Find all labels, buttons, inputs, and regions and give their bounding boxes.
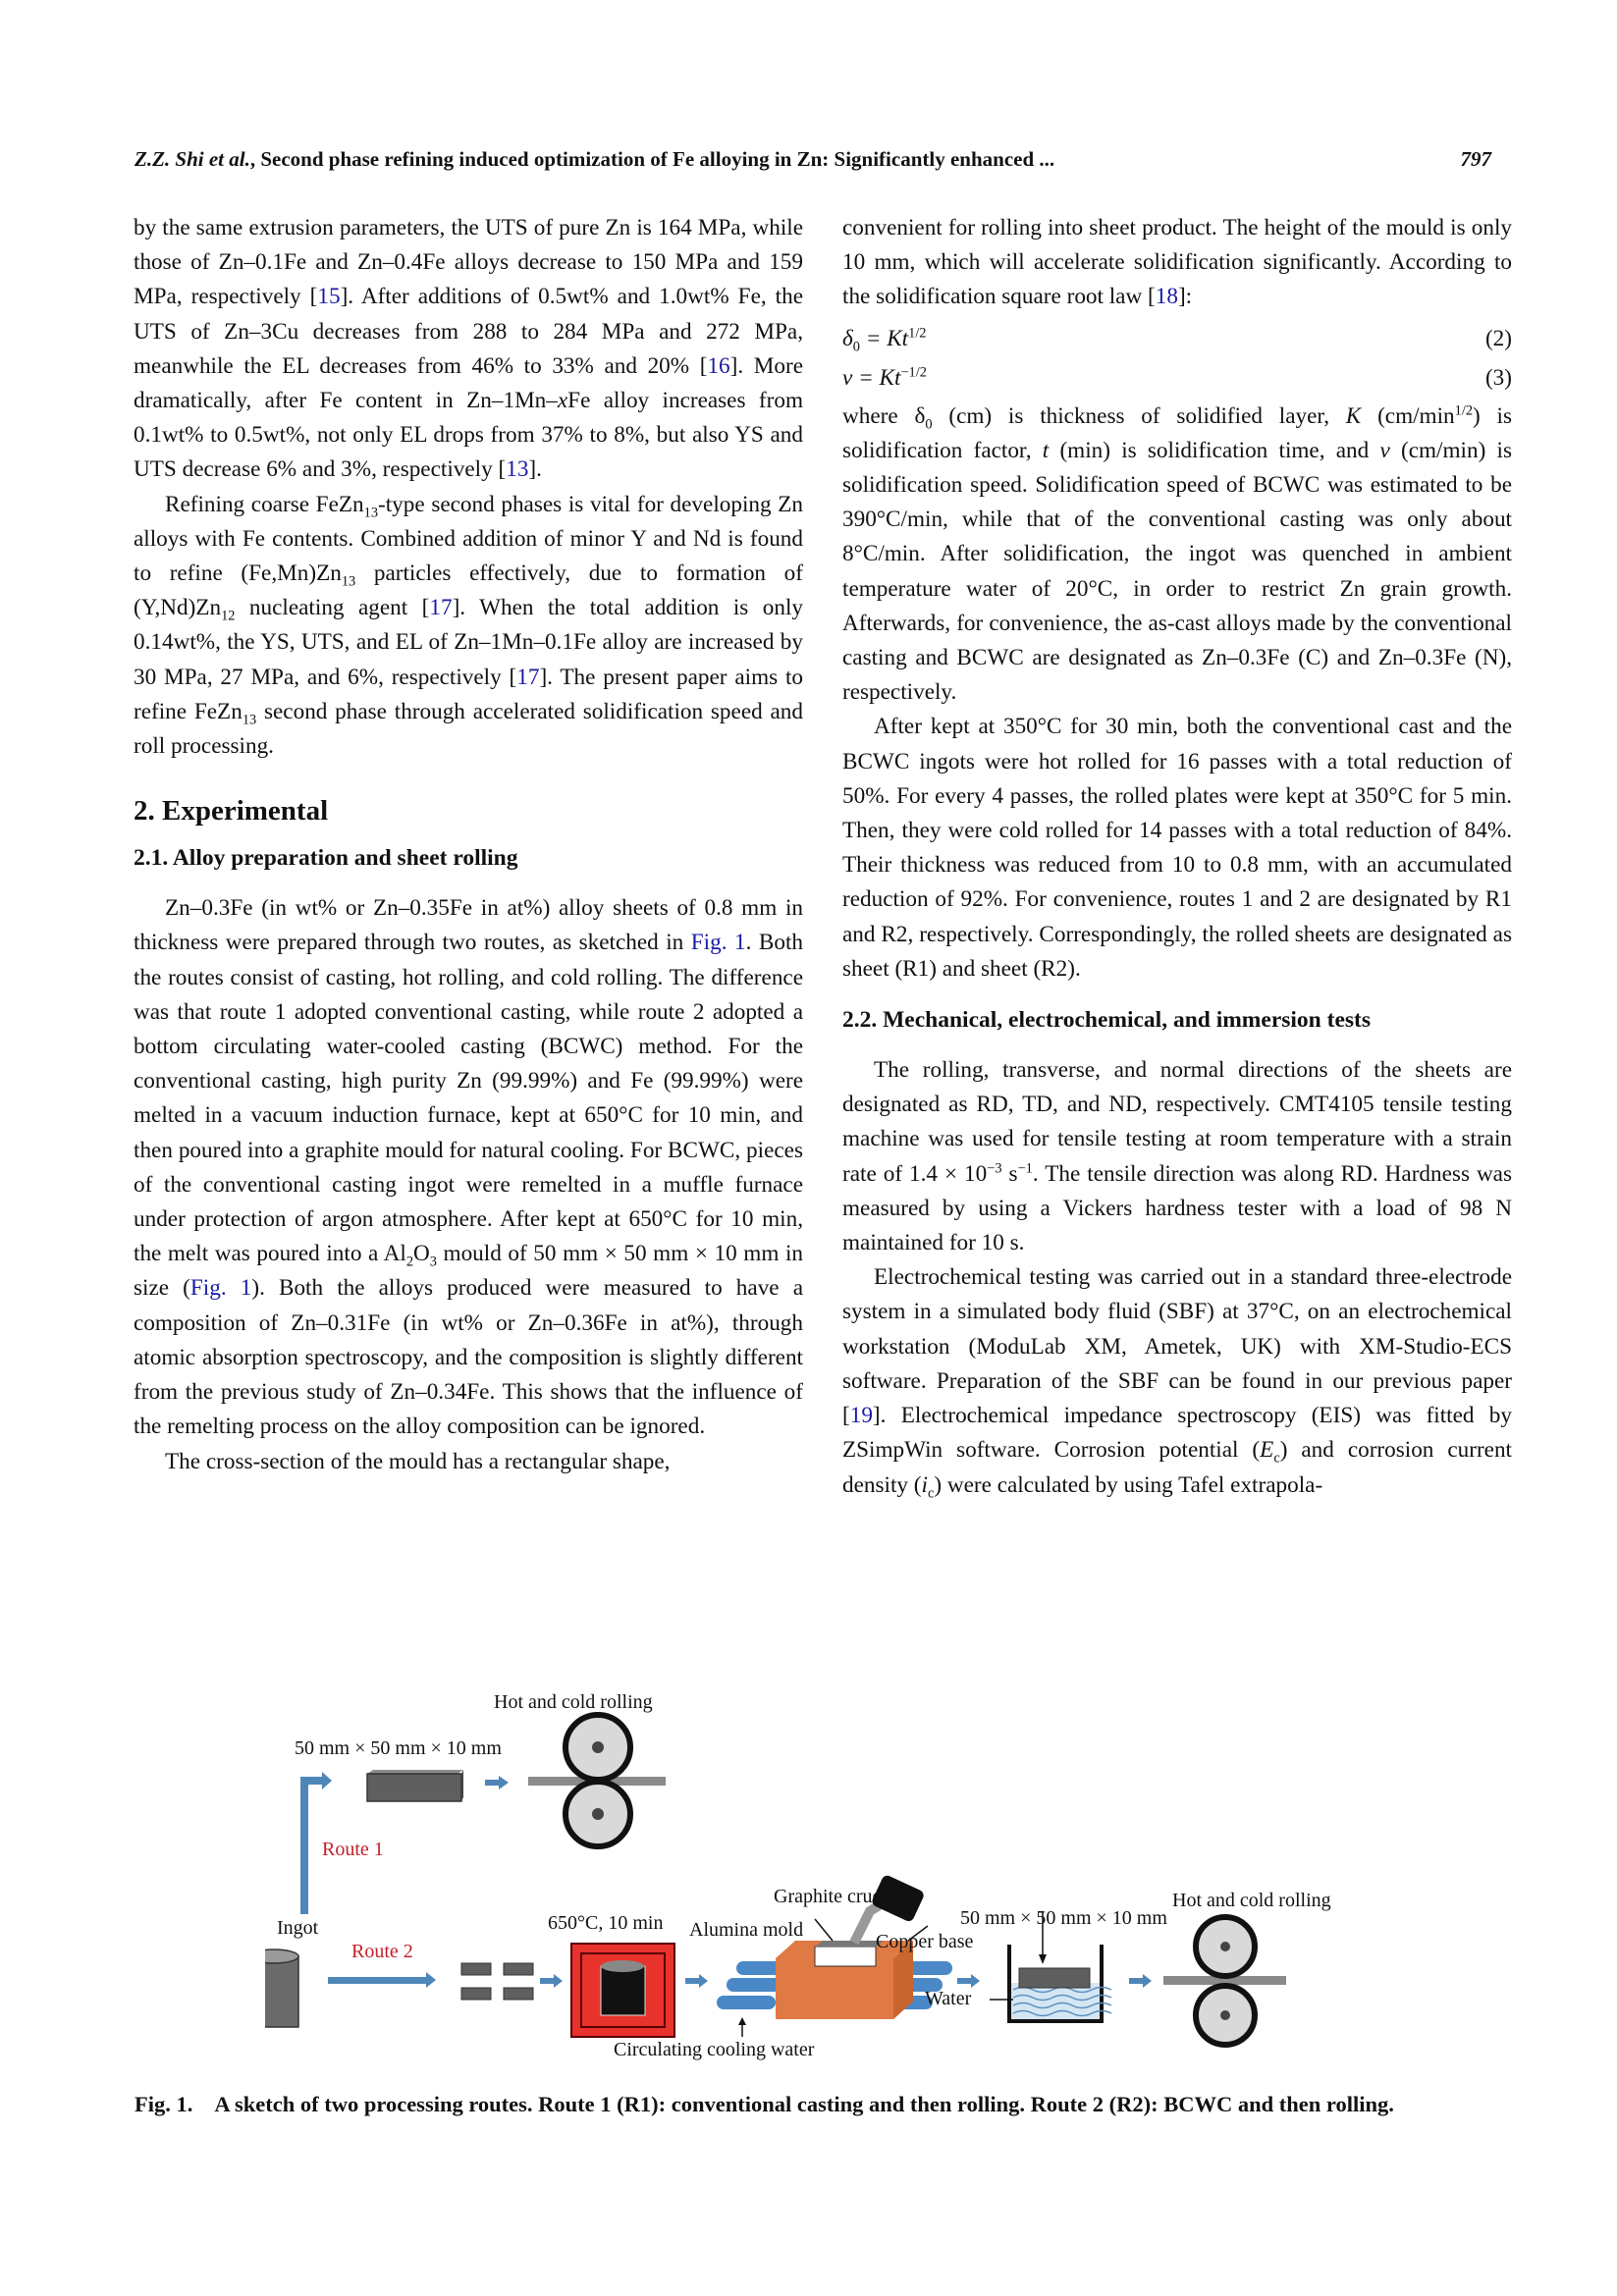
text: (min) is solidification time, and: [1049, 437, 1380, 463]
arrow-icon: [322, 1772, 332, 1789]
subscript: 2: [405, 1254, 413, 1270]
arrow-icon: [699, 1974, 708, 1988]
text: particles effectively, due to formation of (Y,Nd)Zn: [134, 561, 803, 621]
text: ) is solidification factor,: [842, 402, 1512, 463]
label-route-2: Route 2: [351, 1941, 413, 1962]
text: Fe alloy increases from 0.1wt% to 0.5wt%, not only EL drops from 37% to 8%, but also YS and UTS decrease 6% and 3%, respectively [: [134, 388, 803, 483]
paragraph: [842, 211, 1512, 315]
ingot-cylinder-icon: [265, 1949, 298, 2027]
right-column: [842, 211, 1512, 1503]
eq-exponent: −1/2: [900, 363, 927, 380]
subsection-heading: 2.1. Alloy preparation and sheet rolling: [134, 845, 518, 872]
citation-link[interactable]: 17: [516, 664, 540, 690]
text: ) were calculated by using Tafel extrapola-: [934, 1471, 1323, 1498]
paragraph: [842, 1053, 1512, 1260]
text: The rolling, transverse, and normal directions of the sheets are designated as RD, TD, and ND, respectively. CMT4105 tensile testing machine was used for tensile testing at room temperature with a strain rate of 1.4 × 10: [842, 1057, 1512, 1187]
subscript: 13: [341, 573, 356, 590]
equation-number: (3): [1484, 364, 1512, 391]
text: -type second phases is vital for developing Zn alloys with Fe contents. Combined addition of minor Y and Nd is found to refine (Fe,Mn)Zn: [134, 491, 803, 587]
label-furnace-temp: 650°C, 10 min: [548, 1912, 664, 1934]
text: ].: [528, 456, 542, 483]
citation-link[interactable]: 16: [707, 352, 730, 379]
figure-1-diagram: [265, 1683, 1512, 2076]
equation-number: (2): [1484, 325, 1512, 351]
label-hot-cold-rolling-bottom: Hot and cold rolling: [1172, 1890, 1331, 1911]
text: nucleating agent [: [235, 595, 430, 621]
eq-lhs: v: [842, 364, 853, 391]
text: . Both the routes consist of casting, hot rolling, and cold rolling. The difference was that route 1 adopted conventional casting, while route 2 adopted a bottom circulating water-cooled casting (BCWC) method. For the conventional casting, high purity Zn (99.99%) and Fe (99.99%) were melted in a vacuum induction furnace, kept at 650°C for 10 min, and then poured into a graphite mould for natural cooling. For BCWC, pieces of the conventional casting ingot were remelted in a muffle furnace under protection of argon atmosphere. After kept at 650°C for 10 min, the melt was poured into a Al: [134, 930, 803, 1267]
text: (cm/min: [1361, 402, 1455, 429]
label-dimensions-top: 50 mm × 50 mm × 10 mm: [295, 1737, 502, 1759]
figure-link[interactable]: Fig. 1: [690, 930, 746, 956]
citation-link[interactable]: 15: [317, 284, 341, 310]
citation-link[interactable]: 19: [849, 1403, 873, 1429]
label-alumina-mold: Alumina mold: [689, 1919, 804, 1941]
superscript: −3: [987, 1159, 1002, 1176]
arrow-icon: [971, 1974, 980, 1988]
subscript: c: [1273, 1450, 1280, 1467]
subscript: 3: [429, 1254, 437, 1270]
section-heading: 2. Experimental: [134, 795, 329, 828]
label-ingot: Ingot: [277, 1917, 319, 1939]
variable: E: [1260, 1437, 1274, 1464]
citation-link[interactable]: 13: [506, 456, 529, 483]
subscript: 13: [363, 505, 379, 521]
eq-lhs: δ: [842, 325, 853, 351]
arrow-icon: [554, 1974, 563, 1988]
citation-link[interactable]: 18: [1155, 284, 1178, 310]
arrow-icon: [499, 1776, 509, 1789]
text: (cm/min) is solidification speed. Solidification speed of BCWC was estimated to be 390°C/min, while that of the conventional casting was only about 8°C/min. After solidification, the ingot was quenched in ambient temperature water of 20°C, in order to restrict Zn grain growth. Afterwards, for convenience, the as-cast alloys made by the conventional casting and BCWC are designated as Zn–0.3Fe (C) and Zn–0.3Fe (N), respectively.: [842, 437, 1512, 706]
label-water: Water: [925, 1988, 972, 2009]
text: ). Both the alloys produced were measured to have a composition of Zn–0.31Fe (in wt% or Zn–0.36Fe in at%), through atomic absorption spectroscopy, and the composition is slightly different from the previous study of Zn–0.34Fe. This shows that the influence of the remelting process on the alloy composition can be ignored.: [134, 1275, 803, 1440]
variable: i: [921, 1471, 928, 1498]
text: . The tensile direction was along RD. Hardness was measured by using a Vickers hardness tester with a load of 98 N maintained for 10 s.: [842, 1160, 1513, 1256]
eq-rhs: = Kt: [859, 325, 909, 351]
text: Zn–0.3Fe (in wt% or Zn–0.35Fe in at%) alloy sheets of 0.8 mm in thickness were prepared through two routes, as sketched in: [134, 895, 803, 956]
eq-exponent: 1/2: [908, 324, 927, 341]
text: O: [413, 1241, 430, 1267]
paragraph: [134, 211, 803, 488]
subscript: 13: [242, 712, 257, 728]
page-number: 797: [1460, 147, 1491, 171]
caption-label: Fig. 1.: [135, 2092, 193, 2116]
paragraph: [842, 1260, 1512, 1502]
paragraph: [842, 400, 1512, 711]
paragraph: The cross-section of the mould has a rectangular shape,: [165, 1448, 671, 1474]
ingot-block-icon: [367, 1774, 461, 1801]
paragraph: After kept at 350°C for 30 min, both the conventional cast and the BCWC ingots were hot rolled for 16 passes with a total reduction of 50%. For every 4 passes, the rolled plates were kept at 350°C for 5 min. Then, they were cold rolled for 14 passes with a total reduction of 84%. Their thickness was reduced from 10 to 0.8 mm, with an accumulated reduction of 92%. For convenience, routes 1 and 2 are designated by R1 and R2, respectively. Correspondingly, the rolled sheets are designated as sheet (R1) and sheet (R2).: [842, 714, 1512, 982]
equation-3: [842, 358, 1512, 398]
running-header: [135, 147, 1491, 179]
header-title: Z.Z. Shi et al., Second phase refining induced optimization of Fe alloying in Zn: Significantly enhanced ...: [135, 147, 1055, 171]
citation-link[interactable]: 17: [429, 595, 453, 621]
superscript: 1/2: [1454, 401, 1474, 418]
label-graphite-crucible: Graphite crucible: [774, 1886, 911, 1907]
figure-link[interactable]: Fig. 1: [189, 1275, 252, 1302]
alumina-mold-icon: [815, 1947, 876, 1966]
text: Electrochemical testing was carried out in a standard three-electrode system in a simulated body fluid (SBF) at 37°C, on an electrochemical workstation (ModuLab XM, Ametek, UK) with XM-Studio-ECS software. Preparation of the SBF can be found in our previous paper [: [842, 1264, 1512, 1429]
text: ]. Electrochemical impedance spectroscopy (EIS) was fitted by ZSimpWin software. Corrosion potential (: [842, 1403, 1512, 1464]
paragraph: [134, 891, 803, 1444]
subscript: 12: [221, 608, 236, 624]
eq-subscript: 0: [852, 339, 860, 355]
label-route-1: Route 1: [322, 1839, 384, 1860]
caption-text: A sketch of two processing routes. Route 1 (R1): conventional casting and then rolling. Route 2 (R2): BCWC and then rolling.: [214, 2092, 1394, 2116]
arrow-icon: [426, 1972, 436, 1988]
arrow-icon: [1143, 1974, 1152, 1988]
text: (cm) is thickness of solidified layer,: [932, 402, 1346, 429]
text: where δ: [842, 402, 926, 429]
text: ]. After additions of 0.5wt% and 1.0wt% Fe, the UTS of Zn–3Cu decreases from 288 to 284 MPa and 272 MPa, meanwhile the EL decreases from 46% to 33% and 20% [: [134, 284, 803, 379]
superscript: −1: [1017, 1159, 1033, 1176]
eq-rhs: = Kt: [852, 364, 901, 391]
figure-caption: [135, 2089, 1491, 2120]
paragraph: [134, 488, 803, 765]
text: Refining coarse FeZn: [165, 491, 364, 517]
variable: t: [1042, 437, 1050, 463]
text: s: [1001, 1160, 1018, 1187]
header-paper-title: Second phase refining induced optimization of Fe alloying in Zn: Significantly enhanced ...: [260, 147, 1055, 171]
text: mould of 50 mm × 50 mm × 10 mm in size (: [134, 1241, 803, 1302]
text: ) and corrosion current density (: [842, 1437, 1512, 1498]
variable: x: [557, 388, 568, 414]
text: convenient for rolling into sheet product. The height of the mould is only 10 mm, which will accelerate solidification significantly. According to the solidification square root law [: [842, 215, 1512, 310]
equation-2: [842, 319, 1512, 358]
water-tank-icon: [1007, 1945, 1111, 2023]
text: ]. The present paper aims to refine FeZn: [134, 664, 803, 724]
text: second phase through accelerated solidification speed and roll processing.: [134, 698, 803, 760]
variable: K: [1345, 402, 1362, 429]
text: by the same extrusion parameters, the UTS of pure Zn is 164 MPa, while those of Zn–0.1Fe and Zn–0.4Fe alloys decrease to 150 MPa and 159 MPa, respectively [: [134, 215, 803, 310]
header-authors: Z.Z. Shi et al.: [135, 147, 250, 171]
variable: v: [1379, 437, 1390, 463]
label-copper-base: Copper base: [876, 1931, 974, 1952]
subscript: 0: [925, 416, 933, 433]
left-column: [134, 211, 803, 1479]
subsection-heading: 2.2. Mechanical, electrochemical, and immersion tests: [842, 1007, 1371, 1034]
text: ]. When the total addition is only 0.14wt%, the YS, UTS, and EL of Zn–1Mn–0.1Fe alloy are increased by 30 MPa, 27 MPa, and 6%, respectively [: [134, 595, 804, 690]
route1-arrow-shaft: [300, 1777, 308, 1914]
label-dimensions-bottom: 50 mm × 50 mm × 10 mm: [960, 1907, 1167, 1929]
text: ]. More dramatically, after Fe content in Zn–1Mn–: [134, 352, 803, 414]
label-hot-cold-rolling-top: Hot and cold rolling: [494, 1691, 653, 1713]
text: ]:: [1177, 284, 1193, 310]
subscript: c: [927, 1485, 935, 1502]
label-circulating-water: Circulating cooling water: [614, 2039, 815, 2060]
